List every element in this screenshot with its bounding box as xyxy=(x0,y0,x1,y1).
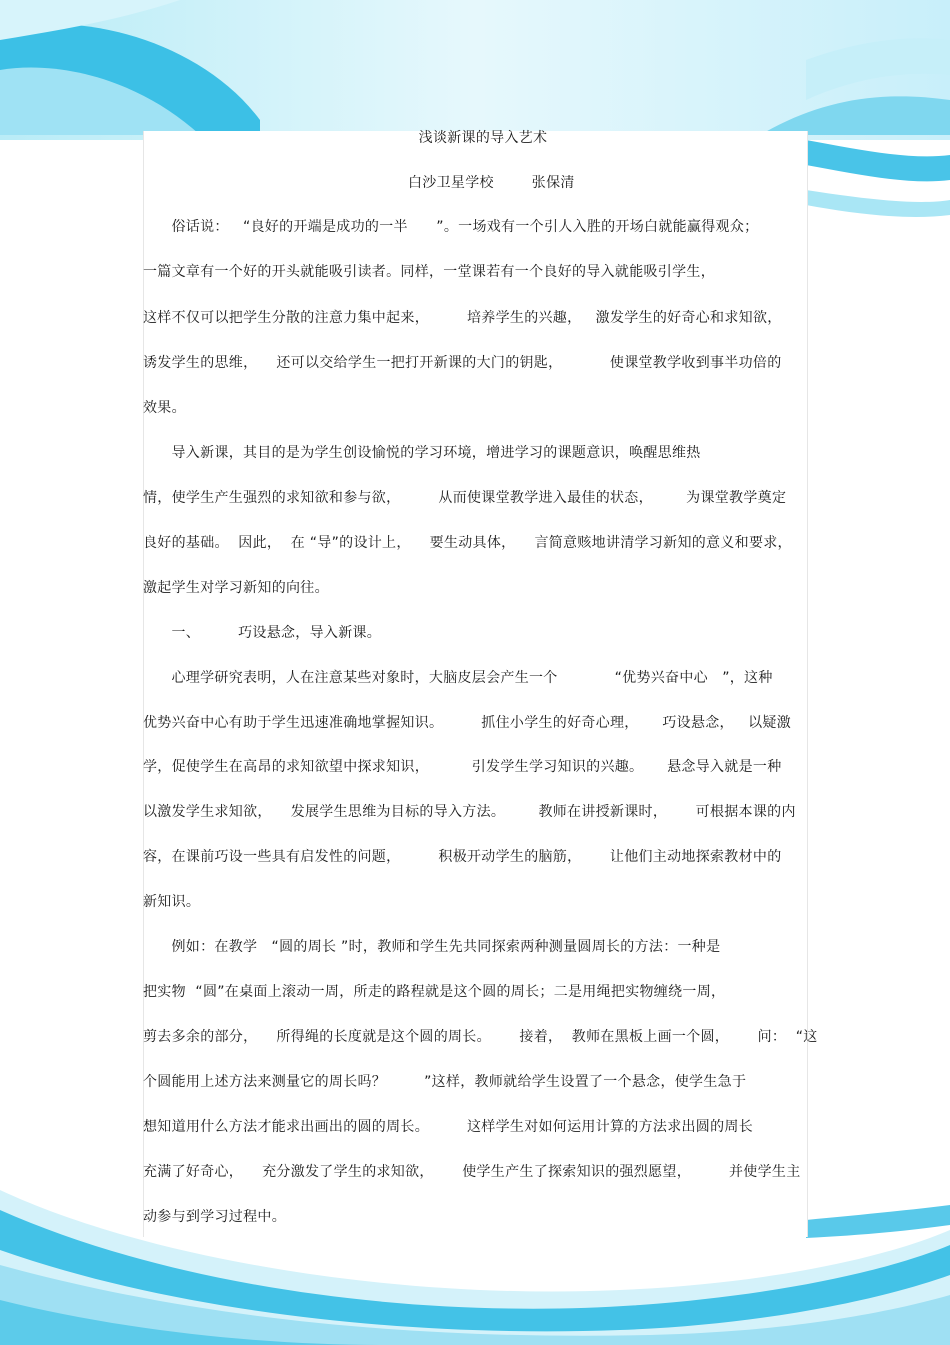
paragraph-line: 个圆能用上述方法来测量它的周长吗？ ”这样，教师就给学生设置了一个悬念，使学生急于 xyxy=(143,1074,747,1090)
paragraph-line: 优势兴奋中心有助于学生迅速准确地掌握知识。 抓住小学生的好奇心理， 巧设悬念， 以疑激 xyxy=(143,715,791,731)
paragraph-line: 俗话说： “良好的开端是成功的一半 ”。一场戏有一个引人入胜的开场白就能赢得观众； xyxy=(143,219,759,235)
paragraph-line: 把实物 “圆”在桌面上滚动一周，所走的路程就是这个圆的周长；二是用绳把实物缠绕一周， xyxy=(143,984,726,1000)
paragraph-line: 例如：在教学 “圆的周长 ”时，教师和学生先共同探索两种测量圆周长的方法：一种是 xyxy=(143,939,721,955)
paragraph-line: 情，使学生产生强烈的求知欲和参与欲， 从而使课堂教学进入最佳的状态， 为课堂教学奠定 xyxy=(143,490,787,506)
paragraph-line: 良好的基础。 因此， 在 “导”的设计上， 要生动具体， 言简意赅地讲清学习新知的意义和要求， xyxy=(143,535,792,551)
paragraph-line: 一、 巧设悬念，导入新课。 xyxy=(143,625,382,641)
paragraph-line: 想知道用什么方法才能求出画出的圆的周长。 这样学生对如何运用计算的方法求出圆的周长 xyxy=(143,1119,753,1135)
paragraph-line: 一篇文章有一个好的开头就能吸引读者。同样，一堂课若有一个良好的导入就能吸引学生， xyxy=(143,264,715,280)
paragraph-line: 新知识。 xyxy=(143,894,201,910)
paragraph-line: 效果。 xyxy=(143,400,186,416)
document-title: 浅谈新课的导入艺术 xyxy=(418,130,548,146)
paragraph-line: 动参与到学习过程中。 xyxy=(143,1209,286,1225)
paragraph-line: 剪去多余的部分， 所得绳的长度就是这个圆的周长。 接着， 教师在黑板上画一个圆， 问： “这 xyxy=(143,1029,818,1045)
paragraph-line: 心理学研究表明，人在注意某些对象时，大脑皮层会产生一个 “优势兴奋中心 ”，这种 xyxy=(143,670,773,686)
paragraph-line: 激起学生对学习新知的向往。 xyxy=(143,580,329,596)
paragraph-line: 以激发学生求知欲， 发展学生思维为目标的导入方法。 教师在讲授新课时， 可根据本课的内 xyxy=(143,804,796,820)
paragraph-line: 充满了好奇心， 充分激发了学生的求知欲， 使学生产生了探索知识的强烈愿望， 并使学生主 xyxy=(143,1164,801,1180)
document-author: 白沙卫星学校 张保清 xyxy=(408,175,575,191)
paragraph-line: 容，在课前巧设一些具有启发性的问题， 积极开动学生的脑筋， 让他们主动地探索教材中的 xyxy=(143,849,782,865)
paragraph-line: 导入新课，其目的是为学生创设愉悦的学习环境，增进学习的课题意识，唤醒思维热 xyxy=(143,445,701,461)
paragraph-line: 诱发学生的思维， 还可以交给学生一把打开新课的大门的钥匙， 使课堂教学收到事半功倍的 xyxy=(143,355,782,371)
paragraph-line: 学，促使学生在高昂的求知欲望中探求知识， 引发学生学习知识的兴趣。 悬念导入就是一种 xyxy=(143,759,782,775)
paragraph-line: 这样不仅可以把学生分散的注意力集中起来， 培养学生的兴趣， 激发学生的好奇心和求知欲， xyxy=(143,310,782,326)
